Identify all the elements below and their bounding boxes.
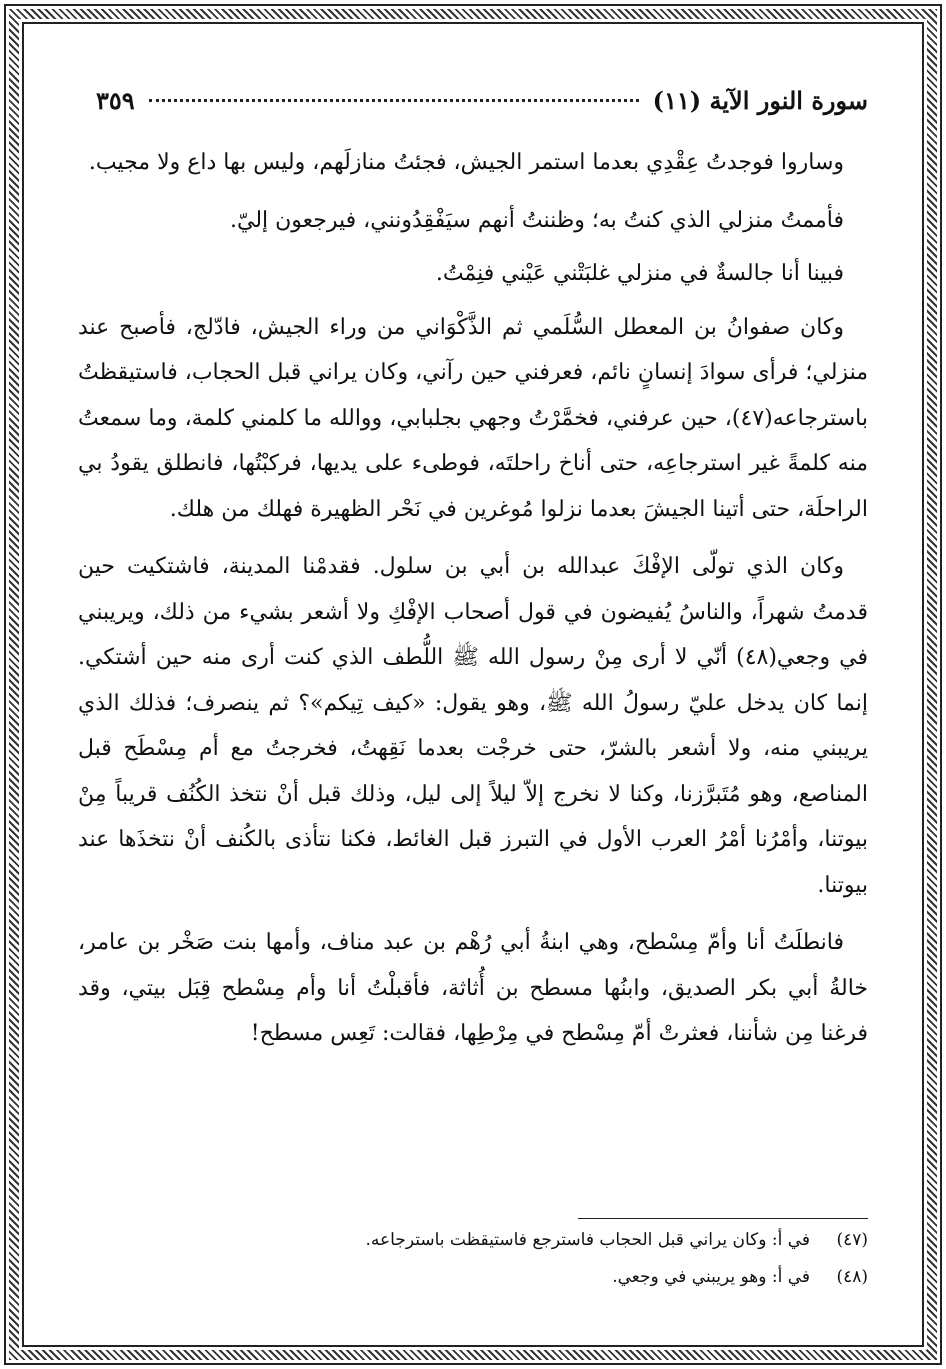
footnote [78,1259,868,1296]
footnote-separator [578,1218,868,1219]
paragraph: فانطلَتُ أنا وأمّ مِسْطح، وهي ابنةُ أبي رُهْم بن عبد مناف، وأمها بنت صَخْر بن عامر، خالةُ أبي بكر الصديق، وابنُها مسطح بن أُثاثة، فأقبلْتُ أنا وأم مِسْطح قِبَل بيتي، وقد فرغنا مِن شأننا، فعثرتْ أمّ مِسْطح في مِرْطِها، فقالت: تَعِس مسطح! [78,930,868,1046]
footnote-text: في أ: وكان يراني قبل الحجاب فاسترجع فاستيقظت باسترجاعه. [365,1230,810,1250]
paragraph: وكان الذي تولّى الإفْكَ عبدالله بن أبي بن سلول. فقدمْنا المدينة، فاشتكيت حين قدمتُ شهراً، والناسُ يُفيضون في قول أصحاب الإفْكِ ولا أشعر بشيء من ذلك، ويريبني في وجعي(٤٨) أنّي لا أرى مِنْ رسول الله ﷺ اللُّطف الذي كنت أرى منه حين أشتكي. إنما كان يدخل عليّ رسولُ الله ﷺ، وهو يقول: «كيف تِيكم»؟ ثم ينصرف؛ فذلك الذي يريبني منه، ولا أشعر بالشرّ، حتى خرجْت بعدما نَقِهتُ، فخرجتُ مع أم مِسْطَح قبل المناصع، وهو مُتَبرَّزنا، وكنا لا نخرج إلاّ ليلاً إلى ليل، وذلك قبل أنْ نتخذ الكُنُف قريباً مِنْ بيوتنا، وأمْرُنا أمْرُ العرب الأول في التبرز قبل الغائط، فكنا نتأذى بالكُنف أنْ نتخذَها عند بيوتنا. [78,554,869,898]
paragraph: وساروا فوجدتُ عِقْدِي بعدما استمر الجيش، فجئتُ منازلَهم، وليس بها داع ولا مجيب. [88,150,844,175]
footnote-text: في أ: وهو يريبني في وجعي. [612,1267,810,1287]
page-number: ٣٥٩ [96,85,135,115]
footnotes [78,1222,868,1296]
footnote-number: (٤٧) [836,1230,868,1250]
main-text [78,140,868,1069]
header-dot-leader [149,99,639,102]
running-header [96,80,868,120]
paragraph: وكان صفوانُ بن المعطل السُّلَمي ثم الذَّكْوَاني من وراء الجيش، فادّلج، فأصبح عند منزلي؛ فرأى سوادَ إنسانٍ نائم، فعرفني حين رآني، وكان يراني قبل الحجاب، فاستيقظتُ باسترجاعه(٤٧)، حين عرفني، فخمَّرْتُ وجهي بجلبابي، ووالله ما كلمني كلمة، وما سمعتُ منه كلمةً غير استرجاعِه، حتى أناخ راحلتَه، فوطىء على يديها، فركبْتُها، فانطلق يقودُ بي الراحلَة، حتى أتينا الجيشَ بعدما نزلوا مُوغرين في نَحْر الظهيرة فهلك من هلك. [78,314,868,522]
running-title: سورة النور الآية (١١) [652,85,868,115]
paragraph: فبينا أنا جالسةٌ في منزلي غلبَتْني عَيْني فنِمْتُ. [435,261,844,286]
footnote [78,1222,868,1259]
paragraph: فأممتُ منزلي الذي كنتُ به؛ وظننتُ أنهم سيَفْقِدُونني، فيرجعون إليّ. [230,207,844,233]
footnote-number: (٤٨) [836,1267,868,1287]
